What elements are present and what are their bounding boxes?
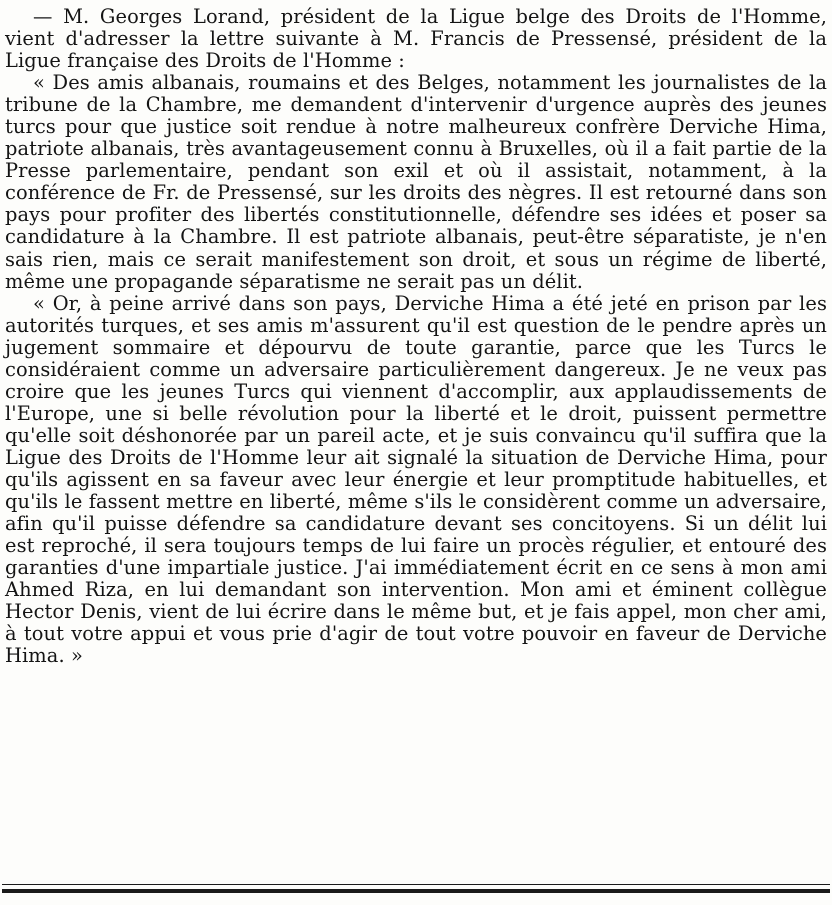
- article-body: [5, 6, 827, 667]
- paragraph-letter-opening: « Des amis albanais, roumains et des Belges, notamment les journalistes de la tribune de la Chambre, me demandent d'intervenir d'urgence auprès des jeunes turcs pour que justice soit rendue à notre malheureux confrère Derviche Hima, patriote albanais, très avantageusement connu à Bruxelles, où il a fait partie de la Presse parlementaire, pendant son exil et où il assistait, notamment, à la conférence de Fr. de Pressensé, sur les droits des nègres. Il est retourné dans son pays pour profiter des libertés constitutionnelle, défendre ses idées et poser sa candidature à la Chambre. Il est patriote albanais, peut-être séparatiste, je n'en sais rien, mais ce serait manifestement son droit, et sous un régime de liberté, même une propagande séparatisme ne serait pas un délit.: [5, 71, 827, 293]
- separator-rule-thick: [2, 889, 830, 893]
- separator-rule-thin: [2, 884, 830, 885]
- paragraph-intro: — M. Georges Lorand, président de la Ligue belge des Droits de l'Homme, vient d'adresser la lettre suivante à M. Francis de Pressensé, président de la Ligue française des Droits de l'Homme :: [5, 5, 827, 73]
- paragraph-letter-body: « Or, à peine arrivé dans son pays, Derviche Hima a été jeté en prison par les autorités turques, et ses amis m'assurent qu'il est question de le pendre après un jugement sommaire et dépourvu de toute garantie, parce que les Turcs le considéraient comme un adversaire particulièrement dangereux. Je ne veux pas croire que les jeunes Turcs qui viennent d'accomplir, aux applaudissements de l'Europe, une si belle révolution pour la liberté et le droit, puissent permettre qu'elle soit déshonorée par un pareil acte, et je suis convaincu qu'il suffira que la Ligue des Droits de l'Homme leur ait signalé la situation de Derviche Hima, pour qu'ils agissent en sa faveur avec leur énergie et leur promptitude habituelles, et qu'ils le fassent mettre en liberté, même s'ils le considèrent comme un adversaire, afin qu'il puisse défendre sa candidature devant ses concitoyens. Si un délit lui est reproché, il sera toujours temps de lui faire un procès régulier, et entouré des garanties d'une impartiale justice. J'ai immédiatement écrit en ce sens à mon ami Ahmed Riza, en lui demandant son intervention. Mon ami et éminent collègue Hector Denis, vient de lui écrire dans le même but, et je fais appel, mon cher ami, à tout votre appui et vous prie d'agir de tout votre pouvoir en faveur de Derviche Hima. »: [5, 291, 827, 668]
